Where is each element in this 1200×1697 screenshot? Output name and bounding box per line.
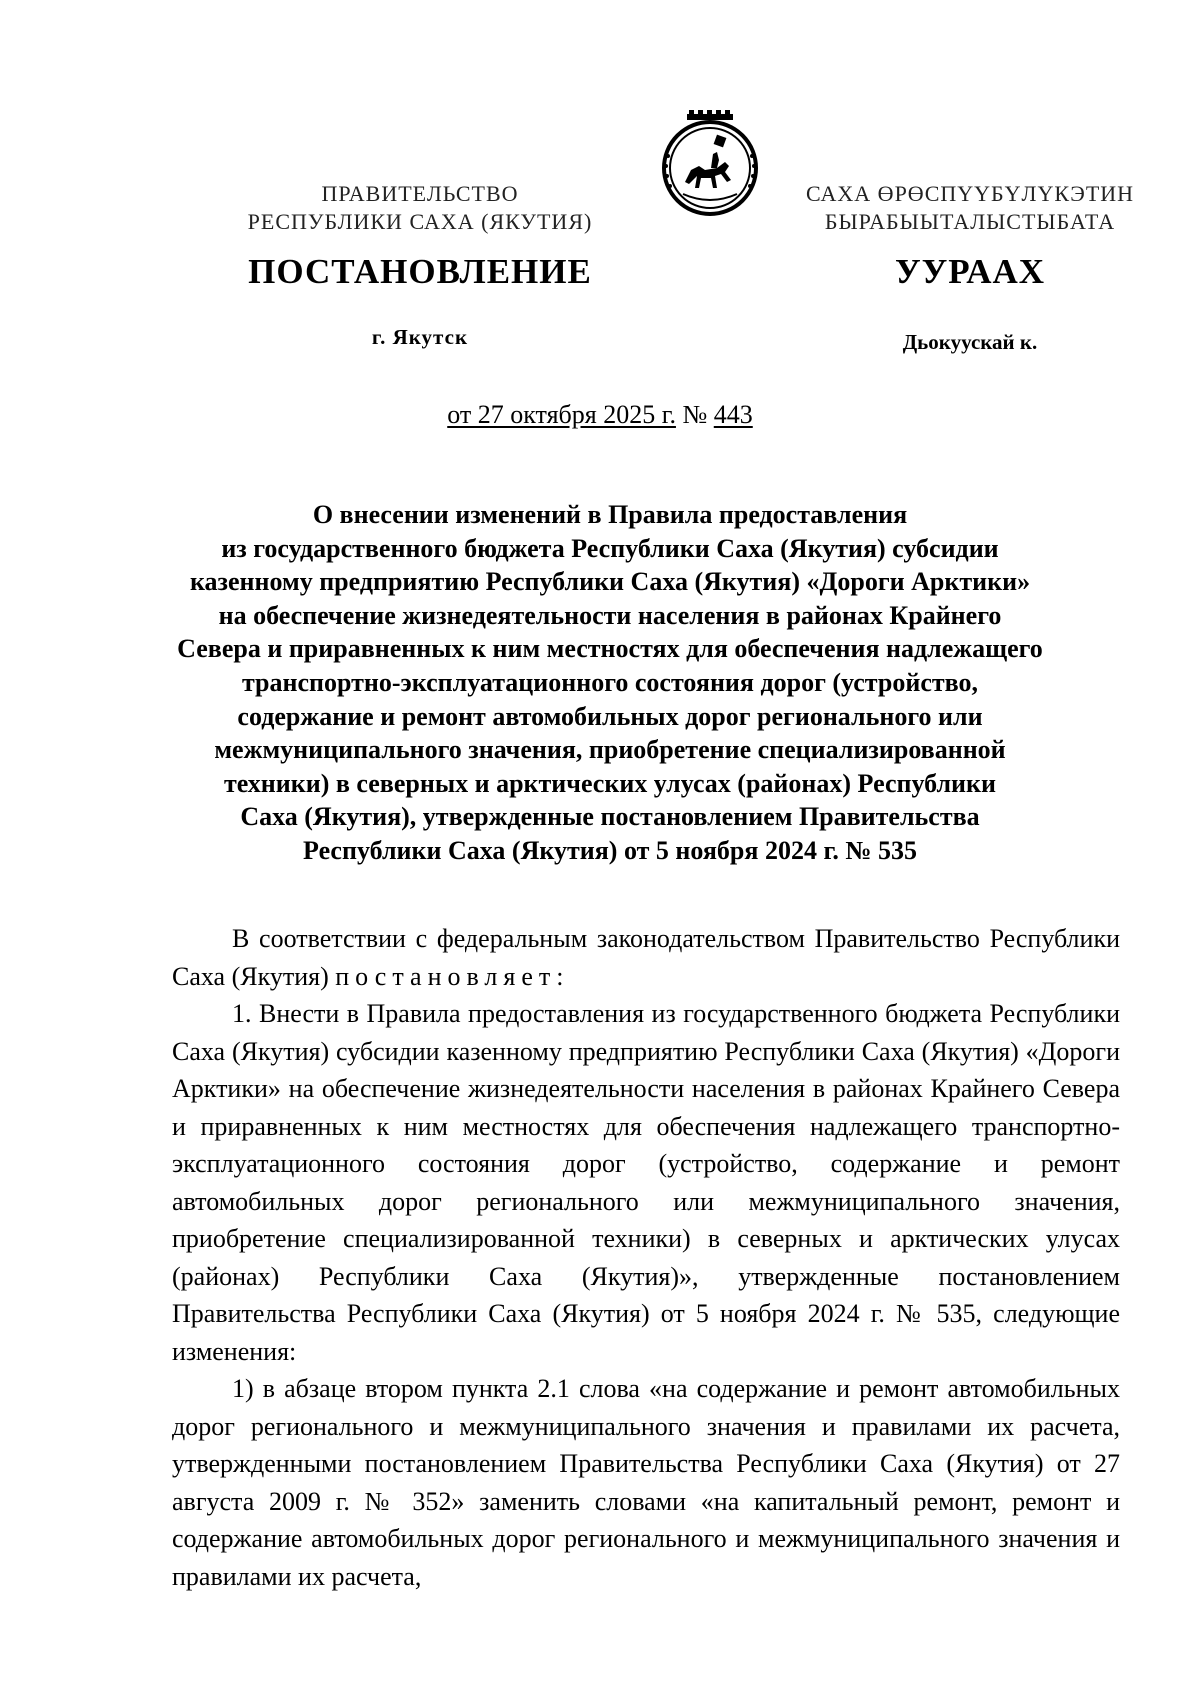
header-left-line1: ПРАВИТЕЛЬСТВО: [321, 181, 519, 206]
title-line: техники) в северных и арктических улусах (районах) Республики: [223, 768, 996, 798]
title-line: на обеспечение жизнедеятельности населения в районах Крайнего: [218, 600, 1002, 630]
sakha-coat-of-arms-icon: [655, 110, 765, 220]
header-left-line2: РЕСПУБЛИКИ САХА (ЯКУТИЯ): [247, 209, 593, 234]
header-right-line2: БЫРАБЫЫТАЛЫСТЫБАТА: [824, 209, 1116, 234]
date-number-line: [0, 400, 1200, 430]
title-line: Саха (Якутия), утвержденные постановлением Правительства: [240, 802, 980, 832]
header-left-authority: [200, 180, 640, 236]
decree-word: постановляет:: [335, 961, 570, 991]
number-sign: №: [675, 400, 714, 429]
preamble-text: В соответствии с федеральным законодательством Правительство Республики Саха (Якутия): [172, 924, 1120, 991]
title-line: О внесении изменений в Правила предоставления: [312, 500, 908, 529]
document-title: [150, 498, 1070, 868]
document-number: 443: [713, 400, 753, 429]
header-right-authority: [800, 180, 1140, 236]
subitem-1-paragraph: 1) в абзаце втором пункта 2.1 слова «на содержание и ремонт автомобильных дорог регионального и межмуниципального значения и правилами их расчета, утвержденными постановлением Правительства Республики Саха (Якутия) от 27 августа 2009 г. № 352» заменить словами «на капитальный ремонт, ремонт и содержание автомобильных дорог регионального и межмуниципального значения и правилами их расчета,: [172, 1374, 1120, 1591]
preamble-paragraph: [172, 920, 1120, 995]
document-body: [172, 920, 1120, 1595]
doc-type-ru: ПОСТАНОВЛЕНИЕ: [248, 252, 592, 291]
title-line: Республики Саха (Якутия) от 5 ноября 2024 г. № 535: [303, 835, 917, 865]
header-right-line1: САХА ӨРӨСПҮҮБҮЛҮКЭТИН: [805, 181, 1135, 206]
city-sakha: Дьокуускай к.: [902, 330, 1038, 354]
item-1-paragraph: 1. Внести в Правила предоставления из государственного бюджета Республики Саха (Якутия) субсидии казенному предприятию Республики Саха (Якутия) «Дороги Арктики» на обеспечение жизнедеятельности населения в районах Крайнего Севера и приравненных к ним местностях для обеспечения надлежащего транспортно-эксплуатационного состояния дорог (устройство, содержание и ремонт автомобильных дорог регионального или межмуниципального значения, приобретение специализированной техники) в северных и арктических улусах (районах) Республики Саха (Якутия)», утвержденные постановлением Правительства Республики Саха (Якутия) от 5 ноября 2024 г. № 535, следующие изменения:: [172, 999, 1120, 1366]
document-date: от 27 октября 2025 г.: [447, 400, 676, 429]
title-line: казенному предприятию Республики Саха (Якутия) «Дороги Арктики»: [189, 567, 1031, 597]
title-line: содержание и ремонт автомобильных дорог регионального или: [237, 701, 983, 731]
title-line: из государственного бюджета Республики Саха (Якутия) субсидии: [221, 533, 999, 563]
title-line: Севера и приравненных к ним местностях для обеспечения надлежащего: [177, 634, 1043, 664]
title-line: межмуниципального значения, приобретение специализированной: [214, 735, 1006, 765]
doc-type-sakha: УУРААХ: [894, 252, 1046, 291]
city-ru: г. Якутск: [371, 325, 469, 349]
title-line: транспортно-эксплуатационного состояния дорог (устройство,: [241, 667, 979, 697]
